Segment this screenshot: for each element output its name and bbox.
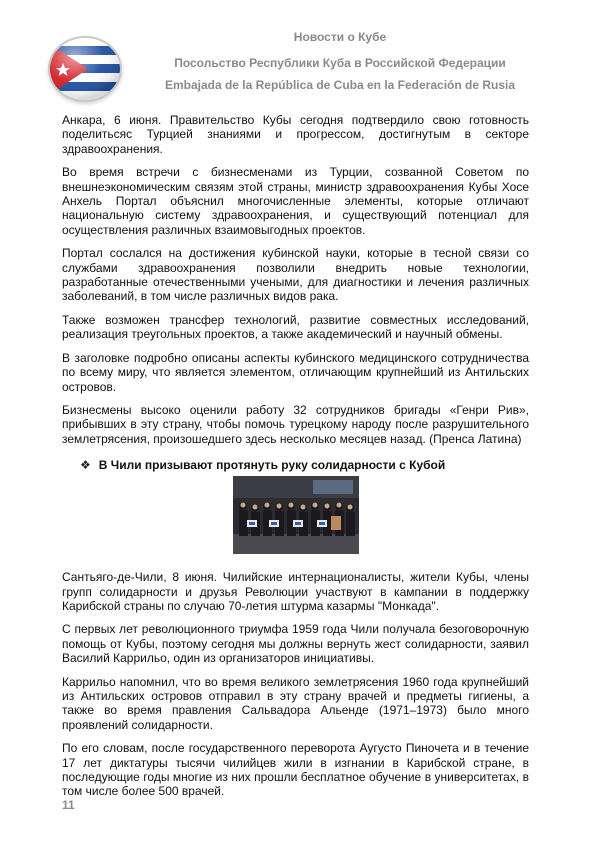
diamond-bullet-icon: ❖ — [80, 458, 91, 473]
article1-paragraph: Также возможен трансфер технологий, развитие совместных исследований, реализация треугольных проектов, а также академический и научный обмены. — [62, 312, 529, 342]
article1-paragraph: Во время встречи с бизнесменами из Турции, созванной Советом по внешнеэкономическим связям этой страны, министр здравоохранения Кубы Хосе Анхель Портал объяснил многочисленные элементы, которые отличают национальную систему здравоохранения, и существующий потенциал для осуществления различных взаимовыгодных проектов. — [62, 165, 529, 237]
article1-paragraph: Портал сослался на достижения кубинской науки, которые в тесной связи со службами здравоохранения позволили внедрить новые технологии, разработанные отечественными учеными, для диагностики и лечения различных заболеваний, в том числе различных видов рака. — [62, 246, 529, 304]
page-number: 11 — [62, 798, 75, 812]
article1-paragraph: В заголовке подробно описаны аспекты кубинского медицинского сотрудничества по всему миру, что является элементом, отличающим крупнейший из Антильских островов. — [62, 350, 529, 394]
cuba-flag-logo — [50, 38, 120, 100]
header-title: Новости о Кубе — [293, 30, 387, 44]
group-photo-image — [233, 476, 359, 554]
article1-paragraph: Бизнесмены высоко оценили работу 32 сотрудников бригады «Генри Рив», прибывших в эту страну, чтобы помочь турецкому народу после разрушительного землетрясения, произошедшего здесь несколько месяцев назад. (Пренса Латина) — [62, 402, 529, 446]
article2-paragraph: Сантьяго-де-Чили, 8 июня. Чилийские интернационалисты, жители Кубы, члены групп солидарности и друзья Революции участвуют в кампании в поддержку Карибской страны по случаю 70-летия штурма казармы "Монкада". — [62, 570, 529, 613]
article2-paragraph: По его словам, после государственного переворота Аугусто Пиночета и в течение 17 лет диктатуры тысячи чилийцев жили в изгнании в Карибской стране, в последующие годы многие из них прошли бесплатное обучение в университетах, в том числе более 500 врачей. — [62, 741, 529, 799]
article2-title: В Чили призывают протянуть руку солидарности с Кубой — [98, 458, 446, 473]
article2-heading — [80, 458, 529, 472]
article2-paragraph: С первых лет революционного триумфа 1959 года Чили получала безоговорочную помощь от Кубы, поэтому сегодня мы должны вернуть жест солидарности, заявил Василий Каррильо, один из организаторов инициативы. — [62, 622, 529, 666]
article1-paragraph: Анкара, 6 июня. Правительство Кубы сегодня подтвердило свою готовность поделитьсяс Турцией знаниями и прогрессом, достигнутым в секторе здравоохранения. — [62, 113, 529, 156]
page-content — [62, 113, 529, 808]
page-header — [0, 0, 600, 100]
article2-paragraph: Каррильо напомнил, что во время великого землетрясения 1960 года крупнейший из Антильских островов отправил в эту страну врачей и предметы гигиены, а также во время правления Сальвадора Альенде (1971–1973) было много проявлений солидарности. — [62, 674, 529, 732]
header-embassy-ru: Посольство Республики Куба в Российской Федерации — [174, 56, 506, 70]
group-photo — [233, 476, 359, 554]
cuba-flag-icon — [50, 38, 120, 100]
header-embassy-es: Embajada de la República de Cuba en la Federación de Rusia — [164, 78, 516, 92]
